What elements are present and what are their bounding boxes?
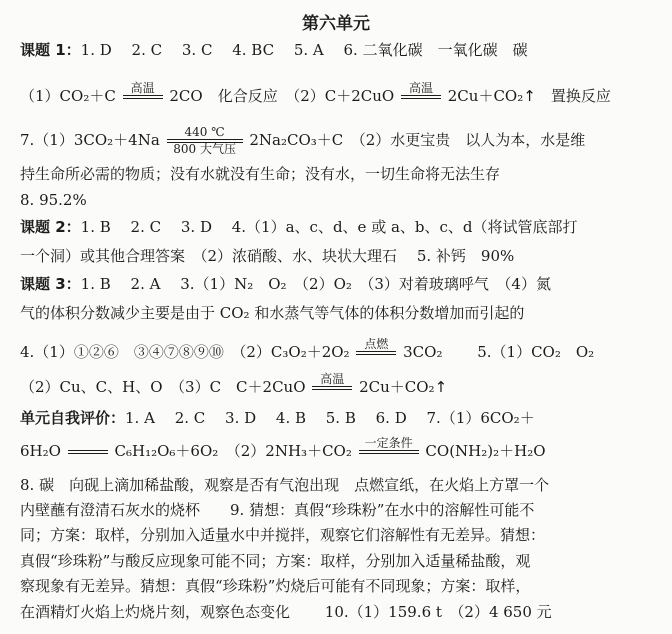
text-line: 真假“珍珠粉”与酸反应现象可能不同；方案：取样，分别加入适量稀盐酸，观 (20, 552, 531, 570)
eq5-middle: C₆H₁₂O₆＋6O₂ （2）2NH₃＋CO₂ (114, 442, 352, 460)
eq2-right: 2Na₂CO₃＋C （2）水更宝贵 以人为本，水是维 (249, 131, 586, 149)
text-line: 察现象有无差异。猜想：真假“珍珠粉”灼烧后可能有不同现象；方案：取样， (20, 577, 531, 595)
eq4-left: （2）Cu、C、H、O （3）C C＋2CuO (20, 378, 306, 396)
condition-text-5: 一定条件 (364, 436, 413, 450)
condition-atm: 800 大气压 (173, 142, 236, 156)
equation-line-4 (20, 373, 665, 403)
lesson2-label: 课题 2： (20, 218, 81, 236)
eq5-right: CO(NH₂)₂＋H₂O (425, 442, 546, 460)
eq2-left: 7.（1）3CO₂＋4Na (20, 131, 160, 149)
text-line: 8. 碳 向砚上滴加稀盐酸，观察是否有气泡出现 点燃宣纸，在火焰上方罩一个 (20, 476, 550, 494)
condition-text: 高温 (130, 81, 155, 95)
lesson2-text: 1. B 2. C 3. D 4.（1）a、c、d、e 或 a、b、c、d（将试管底部打 (80, 218, 578, 236)
lesson3-text: 1. B 2. A 3.（1）N₂ O₂ （2）O₂ （3）对着玻璃呼气 （4）氮 (80, 275, 551, 293)
equation-line-3 (20, 338, 665, 368)
text-line: 在酒精灯火焰上灼烧片刻，观察色态变化 10.（1）159.6 t （2）4 650 元 (20, 603, 552, 621)
eq1-left: （1）CO₂＋C (20, 87, 116, 105)
unit-review-text: 1. A 2. C 3. D 4. B 5. B 6. D 7.（1）6CO₂＋ (125, 409, 535, 427)
condition-text-4: 高温 (320, 372, 345, 386)
eq1-middle: 2CO 化合反应 （2）C＋2CuO (169, 87, 395, 105)
gas-arrow-icon: ↑ (523, 87, 536, 105)
text-line: 8. 95.2% (20, 191, 87, 209)
lesson3-label: 课题 3： (20, 275, 81, 293)
text-line: 同；方案：取样，分别加入适量水中并搅拌，观察它们溶解性有无差异。猜想： (20, 526, 546, 544)
lesson1-label: 课题 1： (20, 41, 81, 59)
condition-text-2: 高温 (408, 81, 433, 95)
equation-line-1 (20, 82, 665, 112)
gas-arrow-icon: ↑ (434, 378, 448, 396)
condition-high-temp-2 (401, 82, 441, 112)
eq3-right: 3CO₂ 5.（1）CO₂ O₂ (403, 343, 595, 361)
eq1-right: 2Cu＋CO₂ (447, 87, 524, 105)
condition-pressure (167, 126, 243, 156)
equals-double-line (68, 437, 108, 467)
lesson3-answers (20, 274, 665, 294)
text-line: 一个洞）或其他合理答案 （2）浓硝酸、水、块状大理石 5. 补钙 90% (20, 247, 515, 265)
eq5-left: 6H₂O (20, 442, 61, 460)
condition-high-temp-3 (312, 373, 352, 403)
lesson2-answers (20, 217, 665, 237)
unit-review-label: 单元自我评价： (20, 409, 126, 427)
text-line: 内壁蘸有澄清石灰水的烧杯 9. 猜想：真假“珍珠粉”在水中的溶解性可能不 (20, 501, 535, 519)
lesson1-text: 1. D 2. C 3. C 4. BC 5. A 6. 二氧化碳 一氧化碳 碳 (80, 41, 528, 59)
text-line: 气的体积分数减少主要是由于 CO₂ 和水蒸气等气体的体积分数增加而引起的 (20, 304, 525, 322)
lesson1-answers (20, 40, 665, 60)
equation-line-2 (20, 126, 665, 156)
equation-line-5 (20, 437, 665, 467)
eq4-right: 2Cu＋CO₂ (359, 378, 435, 396)
eq3-left: 4.（1）①②⑥ ③④⑦⑧⑨⑩ （2）C₃O₂＋2O₂ (20, 343, 350, 361)
text-line: 持生命所必需的物质；没有水就没有生命；没有水，一切生命将无法生存 (20, 165, 501, 183)
unit-review-answers (20, 408, 665, 428)
page-title: 第六单元 (302, 14, 370, 34)
condition-certain (359, 437, 419, 467)
condition-temp: 440 ℃ (184, 125, 225, 139)
condition-ignite (356, 338, 396, 368)
eq1-reaction-type: 置换反应 (535, 87, 611, 105)
condition-high-temp (123, 82, 163, 112)
condition-text-3: 点燃 (364, 337, 389, 351)
